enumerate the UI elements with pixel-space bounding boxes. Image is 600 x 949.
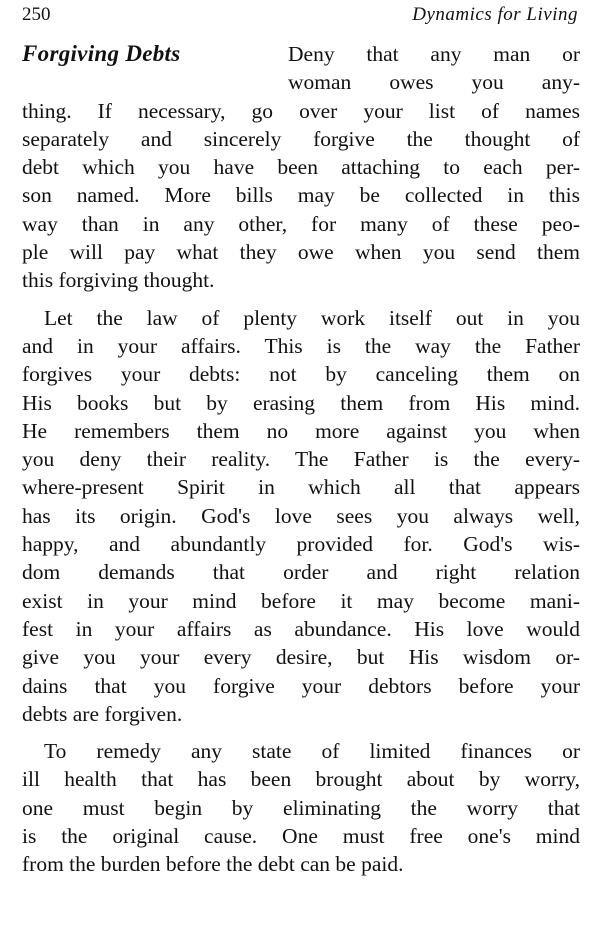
text-line: way than in any other, for many of these peo- <box>22 211 580 236</box>
page-header <box>22 4 578 30</box>
page-number: 250 <box>22 4 51 25</box>
text-line: woman owes you any- <box>288 70 580 95</box>
heading-row <box>22 40 580 68</box>
text-line: His books but by erasing them from His mind. <box>22 390 580 415</box>
text-line: dom demands that order and right relation <box>22 560 580 585</box>
running-title: Dynamics for Living <box>412 4 578 25</box>
text-line: Let the law of plenty work itself out in you <box>44 305 580 330</box>
text-line: where-present Spirit in which all that appears <box>22 475 580 500</box>
text-line: ple will pay what they owe when you send them <box>22 240 580 265</box>
text-line: To remedy any state of limited finances or <box>44 739 580 764</box>
text-line: dains that you forgive your debtors before your <box>22 673 580 698</box>
text-line: has its origin. God's love sees you always well, <box>22 503 580 528</box>
section-heading: Forgiving Debts <box>22 41 181 66</box>
text-line: debts are forgiven. <box>22 701 183 726</box>
page-body <box>22 40 580 888</box>
paragraph-3 <box>22 737 580 878</box>
text-line: debt which you have been attaching to each per- <box>22 155 580 180</box>
text-line: He remembers them no more against you when <box>22 418 580 443</box>
text-line: exist in your mind before it may become mani- <box>22 588 580 613</box>
text-line: this forgiving thought. <box>22 268 215 293</box>
text-line: from the burden before the debt can be paid. <box>22 852 404 877</box>
paragraph-2 <box>22 304 580 728</box>
text-line: one must begin by eliminating the worry that <box>22 795 580 820</box>
text-line: son named. More bills may be collected in this <box>22 183 580 208</box>
text-line: happy, and abundantly provided for. God's wis- <box>22 532 580 557</box>
text-line: thing. If necessary, go over your list of names <box>22 98 580 123</box>
paragraph-1 <box>22 40 580 295</box>
text-line: ill health that has been brought about by worry, <box>22 767 580 792</box>
text-line: fest in your affairs as abundance. His love would <box>22 616 580 641</box>
text-line: you deny their reality. The Father is the every- <box>22 447 580 472</box>
text-line: separately and sincerely forgive the thought of <box>22 126 580 151</box>
text-line: forgives your debts: not by canceling them on <box>22 362 580 387</box>
text-line: is the original cause. One must free one's mind <box>22 824 580 849</box>
text-line: give you your every desire, but His wisdom or- <box>22 645 580 670</box>
text-line: Deny that any man or <box>288 42 580 66</box>
text-line: and in your affairs. This is the way the Father <box>22 333 580 358</box>
